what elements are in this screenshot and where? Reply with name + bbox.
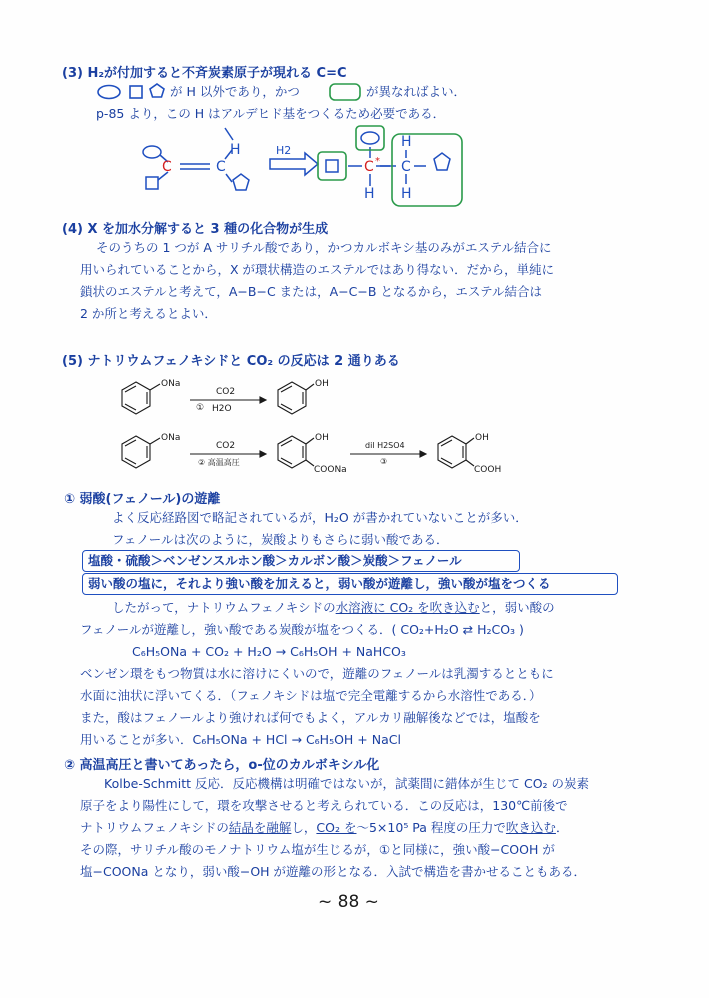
pentagon-shape-icon [148,82,166,104]
part-1-line3-underline: 水溶液に CO₂ を吹き込む [335,600,480,615]
part-1-line: よく反応経路図で略記されているが，H₂O が書かれていないことが多い． [112,510,528,525]
part-1-line: ベンゼン環をもつ物質は水に溶けにくいので，遊離のフェノールは乳濁するとともに [80,666,554,681]
part-1-line4: フェノールが遊離し，強い酸である炭酸が塩をつくる．( CO₂+H₂O ⇄ H₂CO₃ ) [80,622,524,637]
part-2-underline-melt: 結晶を融解 [228,820,292,835]
oh-label: OH [475,433,489,443]
part-1-last-line: 用いることが多い．C₆H₅ONa + HCl → C₆H₅OH + NaCl [80,732,401,747]
rule-text: 弱い酸の塩に，それより強い酸を加えると，弱い酸が遊離し，強い酸が塩をつくる [88,576,551,591]
svg-text:H: H [364,186,375,202]
arrow2-bottom-label: ② 高温高圧 [198,458,240,467]
section-4-line: 鎖状のエステルと考えて，A−B−C または，A−C−B となるから，エステル結合は [80,284,543,299]
acid-strength-text: 塩酸・硫酸＞ベンゼンスルホン酸＞カルボン酸＞炭酸＞フェノール [88,553,462,568]
ona-label: ONa [161,379,181,389]
part-2-line2: 原子をより陽性にして，環を攻撃させると考えられている．この反応は，130℃前後で [80,798,568,813]
part-1-line3 [112,600,555,616]
part-2-line3a: ナトリウムフェノキシドの [80,820,229,835]
square-shape-icon [128,84,144,104]
section-5-heading: (5) ナトリウムフェノキシドと CO₂ の反応は 2 通りある [62,354,400,369]
section-4-heading: (4) X を加水分解すると 3 種の化合物が生成 [62,222,329,237]
part-2-line3c: 〜5×10⁵ Pa 程度の圧力で [356,820,506,835]
arrow2-top-label: CO2 [216,441,236,451]
oh-label: OH [315,433,329,443]
part-1-line: フェノールは次のように，炭酸よりもさらに弱い酸である． [112,532,449,547]
part-2-underline-blow: 吹き込む [505,820,556,835]
section-4-line: そのうちの 1 つが A サリチル酸であり，かつカルボキシ基のみがエステル結合に [96,240,552,255]
svg-text:H: H [401,134,412,150]
part-2-underline-co2: CO₂ を [316,820,357,835]
section-3-heading: (3) H₂が付加すると不斉炭素原子が現れる C=C [62,66,347,81]
part-2-line3 [80,820,568,836]
ona-label: ONa [161,433,181,443]
svg-text:*: * [375,156,380,167]
section-3-line1a: が H 以外であり，かつ [170,84,300,99]
part-1-line3a: したがって，ナトリウムフェノキシドの [112,600,336,615]
part-2-line3b: し， [291,820,317,835]
part-1-heading: ① 弱酸(フェノール)の遊離 [64,492,221,507]
svg-text:C: C [401,159,411,175]
part-1-equation-1: C₆H₅ONa + CO₂ + H₂O → C₆H₅OH + NaHCO₃ [132,644,406,659]
arrow1-num-label: ① [196,403,205,413]
cooh-label: COOH [474,465,502,475]
oh-label: OH [315,379,329,389]
svg-text:C: C [364,159,374,175]
coona-label: COONa [314,465,347,475]
svg-text:H: H [401,186,412,202]
h2-label: H2 [276,144,292,157]
svg-text:C: C [162,159,172,175]
section-4-line: 用いられていることから，X が環状構造のエステルではあり得ない．だから，単純に [80,262,555,277]
arrow1-top-label: CO2 [216,387,236,397]
part-2-heading: ② 高温高圧と書いてあったら，o-位のカルボキシル化 [64,758,380,773]
ellipse-shape-icon [96,84,122,104]
part-2-line5: 塩−COONa となり，弱い酸−OH が遊離の形となる．入試で構造を書かせることもある． [80,864,587,879]
section-4-line: 2 か所と考えるとよい． [80,306,217,321]
svg-text:C: C [216,159,226,175]
rounded-box-shape-icon [328,82,362,106]
arrow1-bottom-label: H2O [212,404,232,414]
section-3-structure-diagram [130,124,480,210]
page-number: ~ 88 ~ [318,892,379,912]
part-1-line: 水面に油状に浮いてくる．（フェノキシドは塩で完全電離するから水溶性である．） [80,688,542,703]
part-2-line3d: ． [555,820,569,835]
part-1-line3b: と，弱い酸の [479,600,555,615]
section-3-line2: p-85 より，この H はアルデヒド基をつくるため必要である． [96,106,446,121]
part-2-line4: その際，サリチル酸のモノナトリウム塩が生じるが，①と同様に，強い酸−COOH が [80,842,555,857]
section-3-line1b: が異なればよい． [366,84,467,99]
part-1-line: また，酸はフェノールより強ければ何でもよく，アルカリ融解後などでは，塩酸を [80,710,541,725]
part-2-line1: Kolbe-Schmitt 反応．反応機構は明確ではないが，試薬間に錯体が生じて CO₂ の炭素 [104,776,590,791]
svg-text:H: H [230,142,241,158]
arrow3-top-label: dil H2SO4 [365,441,405,450]
arrow3-bottom-label: ③ [380,457,388,466]
phenoxide-reaction-scheme [110,368,550,484]
